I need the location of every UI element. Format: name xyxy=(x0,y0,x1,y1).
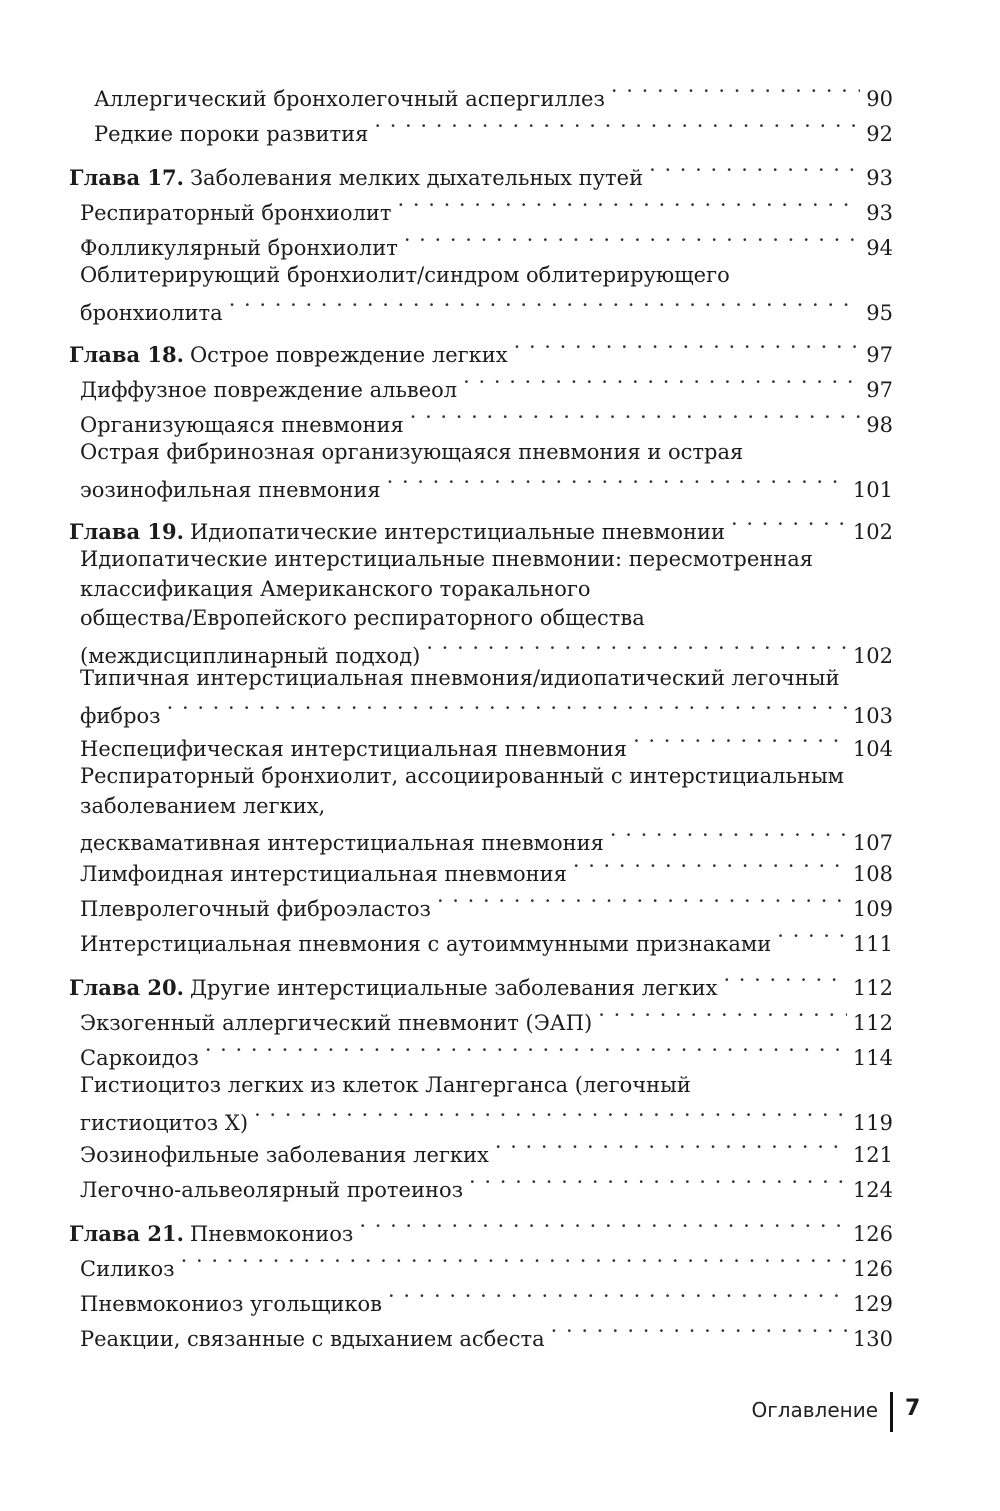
dot-leader xyxy=(649,156,860,185)
dot-leader xyxy=(254,1101,847,1130)
dot-leader xyxy=(398,191,861,220)
entry-title: Идиопатические интерстициальные пневмонии: пересмотренная xyxy=(80,547,814,571)
dot-leader xyxy=(374,112,860,141)
entry-title: Острое повреждение легких xyxy=(189,343,508,367)
entry-page-number: 98 xyxy=(866,413,893,437)
entry-title: Идиопатические интерстициальные пневмонии xyxy=(189,520,725,544)
dot-leader xyxy=(469,1168,847,1197)
entry-page-number: 126 xyxy=(852,1222,893,1246)
chapter-label: Глава 20. xyxy=(69,975,184,1000)
entry-page-number: 103 xyxy=(852,703,893,728)
entry-title: Лимфоидная интерстициальная пневмония xyxy=(80,862,567,886)
entry-title: Респираторный бронхиолит, ассоциированный с интерстициальным xyxy=(80,764,844,788)
entry-page-number: 130 xyxy=(852,1327,893,1351)
dot-leader xyxy=(404,226,860,255)
entry-title: десквамативная интерстициальная пневмония xyxy=(80,831,604,855)
entry-title: фиброз xyxy=(80,703,161,728)
entry-title: Пневмокониоз угольщиков xyxy=(80,1292,382,1316)
entry-title: Интерстициальная пневмония с аутоиммунными признаками xyxy=(80,932,772,956)
entry-title: общества/Европейского респираторного общества xyxy=(80,606,645,630)
dot-leader xyxy=(514,333,861,362)
entry-title: Плевролегочный фиброэластоз xyxy=(80,897,431,921)
entry-title: Типичная интерстициальная пневмония/идиопатический легочный xyxy=(80,666,840,690)
entry-page-number: 129 xyxy=(852,1292,893,1316)
entry-page-number: 111 xyxy=(852,932,893,956)
entry-page-number: 109 xyxy=(852,897,893,921)
entry-title: Реакции, связанные с вдыханием асбеста xyxy=(80,1327,545,1351)
entry-title: бронхиолита xyxy=(80,300,223,325)
running-title: Оглавление xyxy=(751,1398,878,1422)
entry-page-number: 126 xyxy=(852,1257,893,1281)
entry-title: гистиоцитоз X) xyxy=(80,1110,249,1135)
dot-leader xyxy=(387,468,847,497)
entry-page-number: 90 xyxy=(866,87,893,111)
entry-page-number: 104 xyxy=(852,737,893,761)
entry-page-number: 108 xyxy=(852,862,893,886)
dot-leader xyxy=(598,1001,847,1030)
entry-title: Организующаяся пневмония xyxy=(80,413,404,437)
dot-leader xyxy=(611,77,860,106)
entry-title: заболеванием легких, xyxy=(80,793,326,818)
dot-leader xyxy=(410,403,861,432)
dot-leader xyxy=(723,966,846,995)
entry-title: Другие интерстициальные заболевания легких xyxy=(189,976,718,1000)
dot-leader xyxy=(610,821,847,850)
chapter-label: Глава 18. xyxy=(69,342,184,367)
entry-page-number: 97 xyxy=(866,343,893,367)
dot-leader xyxy=(495,1133,847,1162)
dot-leader xyxy=(205,1036,847,1065)
dot-leader xyxy=(731,510,847,539)
entry-page-number: 114 xyxy=(852,1046,893,1070)
dot-leader xyxy=(181,1247,847,1276)
entry-title: Диффузное повреждение альвеол xyxy=(80,378,458,402)
page-number: 7 xyxy=(905,1396,921,1421)
entry-title: Эозинофильные заболевания легких xyxy=(80,1143,489,1167)
entry-title: Респираторный бронхиолит xyxy=(80,201,392,225)
entry-title: Острая фибринозная организующаяся пневмония и острая xyxy=(80,440,744,464)
dot-leader xyxy=(167,694,847,723)
chapter-label: Глава 21. xyxy=(69,1221,184,1246)
dot-leader xyxy=(437,887,847,916)
entry-title: Легочно-альвеолярный протеиноз xyxy=(80,1178,464,1202)
entry-page-number: 97 xyxy=(866,378,893,402)
dot-leader xyxy=(229,291,861,320)
entry-page-number: 94 xyxy=(866,236,893,260)
entry-page-number: 119 xyxy=(852,1110,893,1135)
entry-title: Заболевания мелких дыхательных путей xyxy=(189,166,644,190)
footer-separator xyxy=(890,1392,893,1432)
entry-page-number: 112 xyxy=(852,1011,893,1035)
entry-title: Экзогенный аллергический пневмонит (ЭАП) xyxy=(80,1011,593,1035)
entry-title: Фолликулярный бронхиолит xyxy=(80,236,398,260)
entry-page-number: 107 xyxy=(852,831,893,855)
entry-title: Силикоз xyxy=(80,1257,175,1281)
entry-title: Аллергический бронхолегочный аспергиллез xyxy=(94,87,605,111)
dot-leader xyxy=(551,1317,847,1346)
entry-page-number: 93 xyxy=(866,201,893,225)
entry-page-number: 112 xyxy=(852,976,893,1000)
entry-title: Гистиоцитоз легких из клеток Лангерганса (легочный xyxy=(80,1073,691,1097)
entry-title: Пневмокониоз xyxy=(189,1222,354,1246)
entry-title: эозинофильная пневмония xyxy=(80,477,381,502)
entry-page-number: 92 xyxy=(866,122,893,146)
entry-page-number: 102 xyxy=(852,520,893,544)
dot-leader xyxy=(633,727,847,756)
entry-title: Облитерирующий бронхиолит/синдром облитерирующего xyxy=(80,263,730,287)
entry-title: Редкие пороки развития xyxy=(94,122,369,146)
chapter-label: Глава 19. xyxy=(69,519,184,544)
entry-page-number: 95 xyxy=(866,300,893,325)
entry-title: Саркоидоз xyxy=(80,1046,199,1070)
entry-page-number: 101 xyxy=(852,477,893,502)
dot-leader xyxy=(388,1282,847,1311)
entry-page-number: 102 xyxy=(852,643,893,668)
dot-leader xyxy=(463,368,860,397)
chapter-label: Глава 17. xyxy=(69,165,184,190)
page-footer xyxy=(0,1392,1000,1432)
dot-leader xyxy=(573,852,847,881)
entry-title: Неспецифическая интерстициальная пневмония xyxy=(80,737,628,761)
dot-leader xyxy=(426,634,847,663)
entry-page-number: 93 xyxy=(866,166,893,190)
entry-title: (междисциплинарный подход) xyxy=(80,643,421,668)
entry-title: классификация Американского торакального xyxy=(80,576,591,601)
dot-leader xyxy=(777,922,847,951)
dot-leader xyxy=(359,1212,847,1241)
entry-page-number: 124 xyxy=(852,1178,893,1202)
entry-page-number: 121 xyxy=(852,1143,893,1167)
